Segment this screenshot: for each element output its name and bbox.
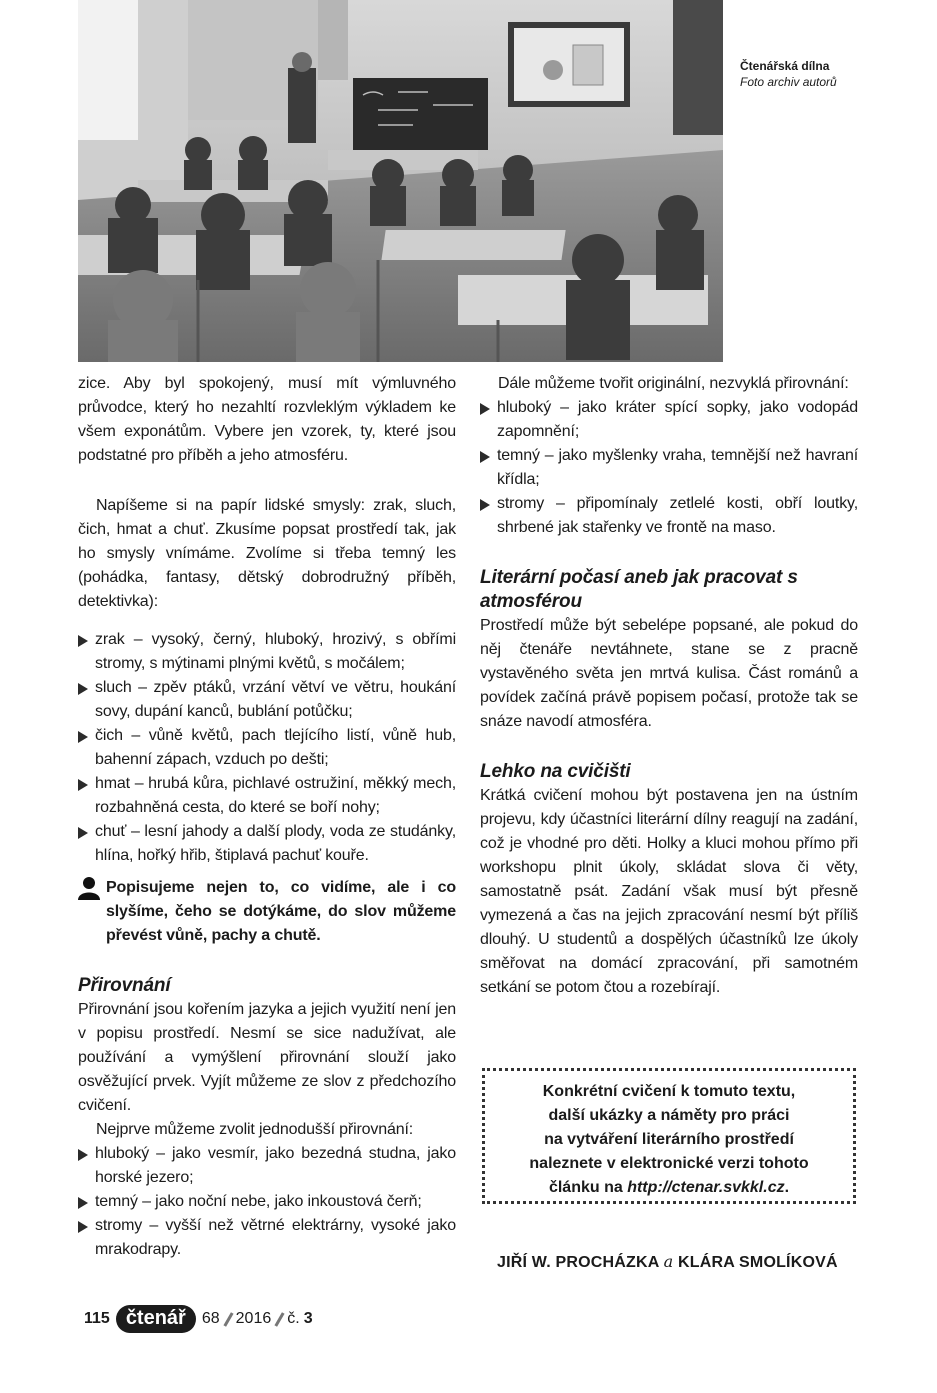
classroom-photo-illustration (78, 0, 723, 362)
list-item-text: chuť – lesní jahody a další plody, voda ze studánky, hlína, hořký hřib, štiplavá pachuť kouře. (95, 823, 456, 864)
list-item (480, 396, 858, 444)
year: 2016 (235, 1310, 272, 1327)
paragraph: Nejprve můžeme zvolit jednodušší přirovnání: (96, 1121, 414, 1138)
info-line: na vytváření literárního prostředí (544, 1131, 794, 1148)
bullet-arrow-icon (78, 1221, 88, 1233)
person-icon (78, 876, 106, 900)
website-link[interactable]: http://ctenar.svkkl.cz (627, 1179, 785, 1196)
list-item (78, 1142, 456, 1190)
left-column (78, 372, 456, 1262)
list-item (78, 724, 456, 772)
paragraph: Dále můžeme tvořit originální, nezvyklá přirovnání: (498, 375, 849, 392)
bullet-arrow-icon (78, 683, 88, 695)
info-line: naleznete v elektronické verzi tohoto (529, 1155, 809, 1172)
list-item (78, 1190, 456, 1214)
paragraph: zice. Aby byl spokojený, musí mít výmluvného průvodce, který ho nezahltí rozvleklým výkladem ke všem exponátům. Vybere jen vzorek, ty, které jsou podstatné pro příběh a jeho atmosféru. (78, 375, 456, 464)
list-item (480, 444, 858, 492)
list-item (78, 772, 456, 820)
info-line-suffix: . (784, 1179, 790, 1196)
paragraph: Přirovnání jsou kořením jazyka a jejich využití není jen v popisu prostředí. Nesmí se sice nadužívat, ale používání a vymýšlení přirovnání slouží jako osvěžující prvek. Vyjít můžeme ze slov z předchozího cvičení. (78, 1001, 456, 1114)
info-line (485, 1176, 853, 1200)
bullet-arrow-icon (78, 779, 88, 791)
section-heading: Literární počasí aneb jak pracovat s atmosférou (480, 567, 798, 612)
right-column (480, 372, 858, 1000)
info-line-prefix: článku na (548, 1179, 628, 1196)
bullet-arrow-icon (78, 731, 88, 743)
slash-separator-icon (223, 1312, 233, 1326)
classroom-photo (78, 0, 723, 362)
info-line: Konkrétní cvičení k tomuto textu, (542, 1083, 796, 1100)
list-item-text: stromy – připomínaly zetlelé kosti, obří loutky, shrbené jak stařenky ve frontě na maso. (497, 495, 858, 536)
list-item (480, 492, 858, 540)
list-item-text: temný – jako noční nebe, jako inkoustová čerň; (95, 1193, 422, 1210)
list-item-text: hluboký – jako vesmír, jako bezedná studna, jako horské jezero; (95, 1145, 456, 1186)
list-item-text: sluch – zpěv ptáků, vrzání větví ve větru, houkání sovy, dupání kanců, bublání potůčku; (95, 679, 456, 720)
list-item (78, 820, 456, 868)
bullet-arrow-icon (480, 499, 490, 511)
photo-caption (740, 58, 910, 90)
bullet-arrow-icon (78, 635, 88, 647)
author-name: JIŘÍ W. PROCHÁZKA (497, 1254, 659, 1271)
paragraph: Prostředí může být sebelépe popsané, ale pokud do něj čtenáře nevtáhnete, stane se z pracně vystavěného světa jen mrtvá kulisa. Část románů a povídek začíná právě popisem počasí, protože tak se snáze navodí atmosféra. (480, 617, 858, 730)
author-name: KLÁRA SMOLÍKOVÁ (678, 1254, 838, 1271)
issue-label: č. (287, 1310, 300, 1327)
paragraph: Krátká cvičení mohou být postavena jen na ústním projevu, kdy účastníci literární dílny reagují na zadání, což je vhodné pro děti. Holky a kluci mohou přímo při workshopu plnit úkoly, skládat slova či věty, samostatně psát. Zadání však musí být přesně vymezená a čas na jejich zpracování nesmí být příliš dlouhý. U studentů a dospělých účastníků lze úkoly směřovat na domácí zpracování, při samotném setkání se potom čtou a rozebírají. (480, 787, 858, 996)
list-item-text: hmat – hrubá kůra, pichlavé ostružiní, měkký mech, rozbahněná cesta, do které se boří nohy; (95, 775, 456, 816)
author-conjunction: a (663, 1252, 674, 1271)
list-item-text: stromy – vyšší než větrné elektrárny, vysoké jako mrakodrapy. (95, 1217, 456, 1258)
caption-credit: Foto archiv autorů (740, 75, 837, 89)
slash-separator-icon (274, 1312, 284, 1326)
list-item-text: hluboký – jako kráter spící sopky, jako vodopád zapomnění; (497, 399, 858, 440)
bullet-arrow-icon (480, 403, 490, 415)
teacher (288, 68, 316, 143)
authors (497, 1252, 838, 1272)
key-point (78, 876, 456, 948)
list-item-text: zrak – vysoký, černý, hluboký, hrozivý, s obřími stromy, s mýtinami plnými květů, s močálem; (95, 631, 456, 672)
list-item-text: čich – vůně květů, pach tlejícího listí, vůně hub, bahenní zápach, vzduch po dešti; (95, 727, 456, 768)
list-item (78, 628, 456, 676)
bullet-arrow-icon (78, 1149, 88, 1161)
list-item (78, 676, 456, 724)
section-heading: Lehko na cvičišti (480, 761, 631, 782)
magazine-logo: čtenář (116, 1305, 196, 1333)
list-item (78, 1214, 456, 1262)
page-number: 115 (84, 1310, 110, 1327)
bullet-arrow-icon (78, 827, 88, 839)
page-footer (84, 1305, 313, 1333)
chalkboard (353, 78, 488, 150)
bullet-arrow-icon (78, 1197, 88, 1209)
bullet-arrow-icon (480, 451, 490, 463)
section-heading: Přirovnání (78, 975, 171, 996)
paragraph: Napíšeme si na papír lidské smysly: zrak, sluch, čich, hmat a chuť. Zkusíme popsat prostředí tak, jak ho smysly vnímáme. Zvolíme si třeba temný les (pohádka, fantasy, dětský dobrodružný příběh, detektivka): (78, 497, 456, 610)
list-item-text: temný – jako myšlenky vraha, temnější než havraní křídla; (497, 447, 858, 488)
info-line: další ukázky a náměty pro práci (548, 1107, 790, 1124)
key-point-text: Popisujeme nejen to, co vidíme, ale i co slyšíme, čeho se dotýkáme, do slov můžeme převést vůně, pachy a chutě. (106, 879, 456, 944)
issue-number: 3 (303, 1310, 313, 1327)
caption-title: Čtenářská dílna (740, 59, 830, 73)
info-box (482, 1068, 856, 1204)
volume-number: 68 (201, 1310, 220, 1327)
